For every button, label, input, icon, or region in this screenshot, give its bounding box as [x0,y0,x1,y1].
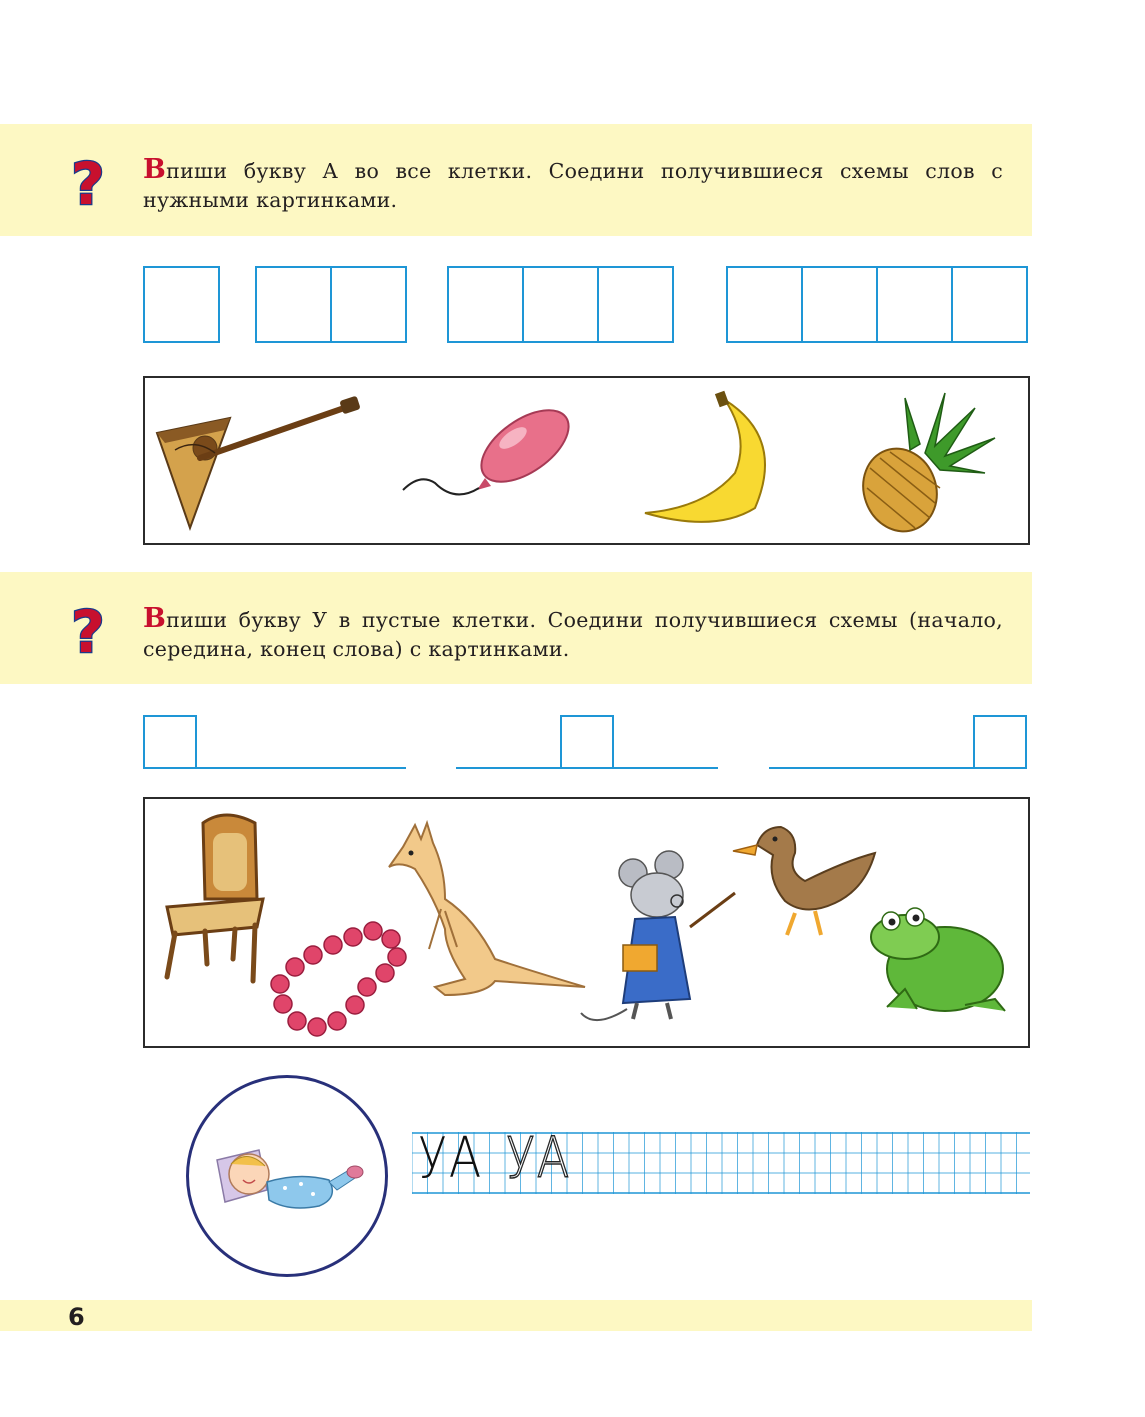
task2-picture-box [143,797,1030,1048]
scheme-end [769,713,1027,769]
footer-band [0,1300,1032,1331]
chair-icon[interactable] [167,815,263,981]
task2-pictures [145,799,1028,1046]
task1-text: пиши букву А во все клетки. Соедини получившиеся схемы слов с нужными картинками. [143,159,1003,212]
beads-icon[interactable] [271,922,406,1036]
letter-cell[interactable] [597,266,674,343]
letter-cell[interactable] [876,266,953,343]
sample-letters: УА [418,1126,483,1191]
dotted-letters[interactable]: УА [506,1126,571,1191]
letter-cell[interactable] [951,266,1028,343]
banana-icon[interactable] [645,391,765,522]
pineapple-icon[interactable] [852,393,995,542]
task1-drop-letter: В [143,154,167,185]
scheme-2-cells [255,266,407,342]
letter-cell[interactable] [522,266,599,343]
question-mark-icon [68,600,108,660]
task2-text: пиши букву У в пустые клетки. Соедини получившиеся схемы (начало, середина, конец слова) с картинками. [143,608,1003,661]
balalaika-icon[interactable] [157,396,361,528]
letter-cell[interactable] [143,715,197,769]
svg-text:?: ? [71,600,105,660]
kangaroo-icon[interactable] [389,823,585,995]
scheme-beginning [143,713,406,769]
letter-cell[interactable] [447,266,524,343]
letter-cell[interactable] [255,266,332,343]
letter-cell[interactable] [143,266,220,343]
task1-pictures [145,378,1028,543]
letter-cell[interactable] [726,266,803,343]
question-mark-icon [68,152,108,212]
letter-cell[interactable] [973,715,1027,769]
writing-grid-lines [412,1132,1030,1194]
letter-cell[interactable] [560,715,614,769]
task2-instruction [143,604,1003,664]
scheme-4-cells [726,266,1028,342]
task1-instruction [143,155,1003,215]
duck-icon[interactable] [733,827,875,935]
svg-text:?: ? [71,152,105,212]
letter-cell[interactable] [801,266,878,343]
letter-cell[interactable] [330,266,407,343]
writing-grid [412,1126,1030,1194]
scheme-1-cells [143,266,220,342]
scheme-middle [456,713,718,769]
task1-picture-box [143,376,1030,545]
balloon-icon[interactable] [403,396,581,496]
scheme-3-cells [447,266,674,342]
crying-baby-icon [189,1078,385,1274]
frog-icon[interactable] [871,908,1005,1011]
task2-drop-letter: В [143,603,167,634]
mouse-teacher-icon[interactable] [581,851,735,1020]
picture-circle [186,1075,388,1277]
page-number: 6 [68,1303,85,1331]
